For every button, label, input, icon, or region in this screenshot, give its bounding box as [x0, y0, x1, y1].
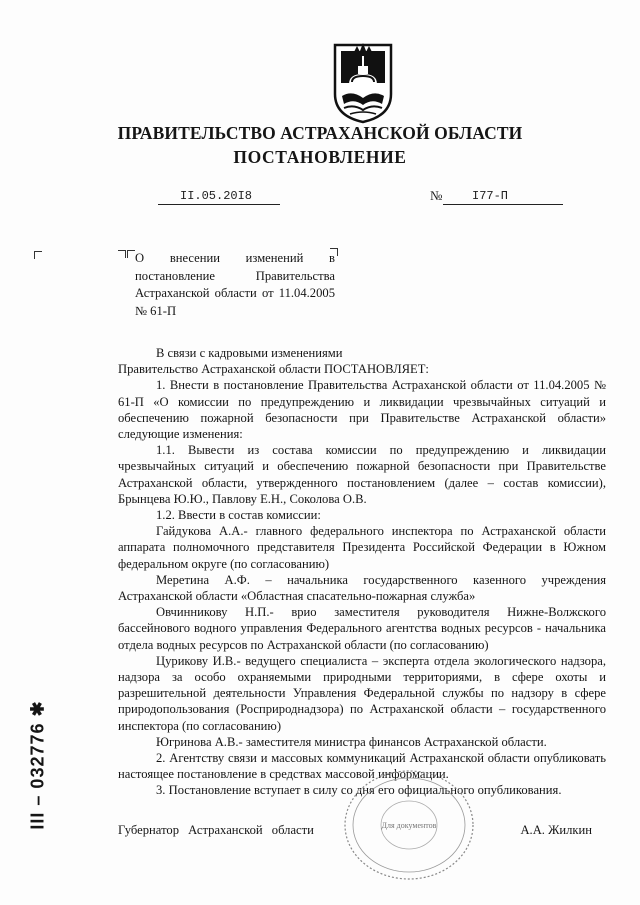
member-yugrinov: Югринова А.В.- заместителя министра финансов Астраханской области.: [156, 734, 547, 749]
document-body: [118, 345, 606, 799]
corner-mark-left: [34, 251, 42, 259]
form-serial-number: III – 032776 ✱: [27, 700, 48, 830]
document-type: ПОСТАНОВЛЕНИЕ: [233, 147, 407, 167]
document-number: I77-П: [472, 189, 509, 203]
seal-text: Для документов: [381, 821, 437, 830]
astrakhan-coat-of-arms-icon: [332, 42, 394, 124]
date-underline: [158, 204, 280, 205]
corner-mark-subject-inner: [127, 250, 135, 258]
document-subject: О внесении изменений в постановление Правительства Астраханской области от 11.04.2005 № 61-П: [135, 251, 335, 318]
signatory-name: А.А. Жилкин: [520, 823, 592, 837]
number-label: №: [430, 188, 443, 203]
government-title: ПРАВИТЕЛЬСТВО АСТРАХАНСКОЙ ОБЛАСТИ: [117, 123, 523, 143]
member-tsurikova: Цурикову И.В.- ведущего специалиста – эксперта отдела экологического надзора, надзора за особо охраняемыми природными территориями, в сфере охоты и разрешительной деятельности Управления Федеральной службы по надзору в сфере природопользования (Росприроднадзора) по Астраханской области – государственного инспектора (по согласованию): [118, 653, 606, 733]
signature-row: [118, 823, 606, 838]
preamble-line: В связи с кадровыми изменениями: [156, 346, 343, 360]
resolution-line: Правительство Астраханской области ПОСТАНОВЛЯЕТ:: [118, 362, 429, 377]
clause-3: 3. Постановление вступает в силу со дня его официального опубликования.: [156, 783, 562, 798]
clause-1: 1. Внести в постановление Правительства Астраханской области от 11.04.2005 № 61-П «О комиссии по предупреждению и ликвидации чрезвычайных ситуаций и обеспечению пожарной безопасности при Правительстве Астраханской области» следующие изменения:: [118, 378, 606, 442]
member-meretin: Меретина А.Ф. – начальника государственного казенного учреждения Астраханской области «Областная спасательно-пожарная служба»: [118, 572, 606, 604]
document-date: II.05.20I8: [180, 189, 253, 203]
clause-1-2: 1.2. Ввести в состав комиссии:: [156, 508, 321, 523]
signatory-position: Губернатор Астраханской области: [118, 823, 314, 837]
member-ovchinnikova: Овчинникову Н.П.- врио заместителя руководителя Нижне-Волжского бассейнового водного управления Федерального агентства водных ресурсов - начальника отдела водных ресурсов по Астраханской области (по согласованию): [118, 605, 606, 652]
number-underline: [443, 204, 563, 205]
member-gaidukov: Гайдукова А.А.- главного федерального инспектора по Астраханской области аппарата полномочного представителя Президента Российской Федерации в Южном федеральном округе (по согласованию): [118, 524, 606, 571]
clause-1-1: 1.1. Вывести из состава комиссии по предупреждению и ликвидации чрезвычайных ситуаций и обеспечению пожарной безопасности при Правительстве Астраханской области, утвержденного постановлением (далее – состав комиссии), Брынцева Ю.Ю., Павлову Е.Н., Соколова О.В.: [118, 443, 606, 506]
clause-2: 2. Агентству связи и массовых коммуникаций Астраханской области опубликовать настоящее постановление в средствах массовой информации.: [118, 751, 606, 782]
corner-mark-subject-left: [118, 250, 126, 258]
